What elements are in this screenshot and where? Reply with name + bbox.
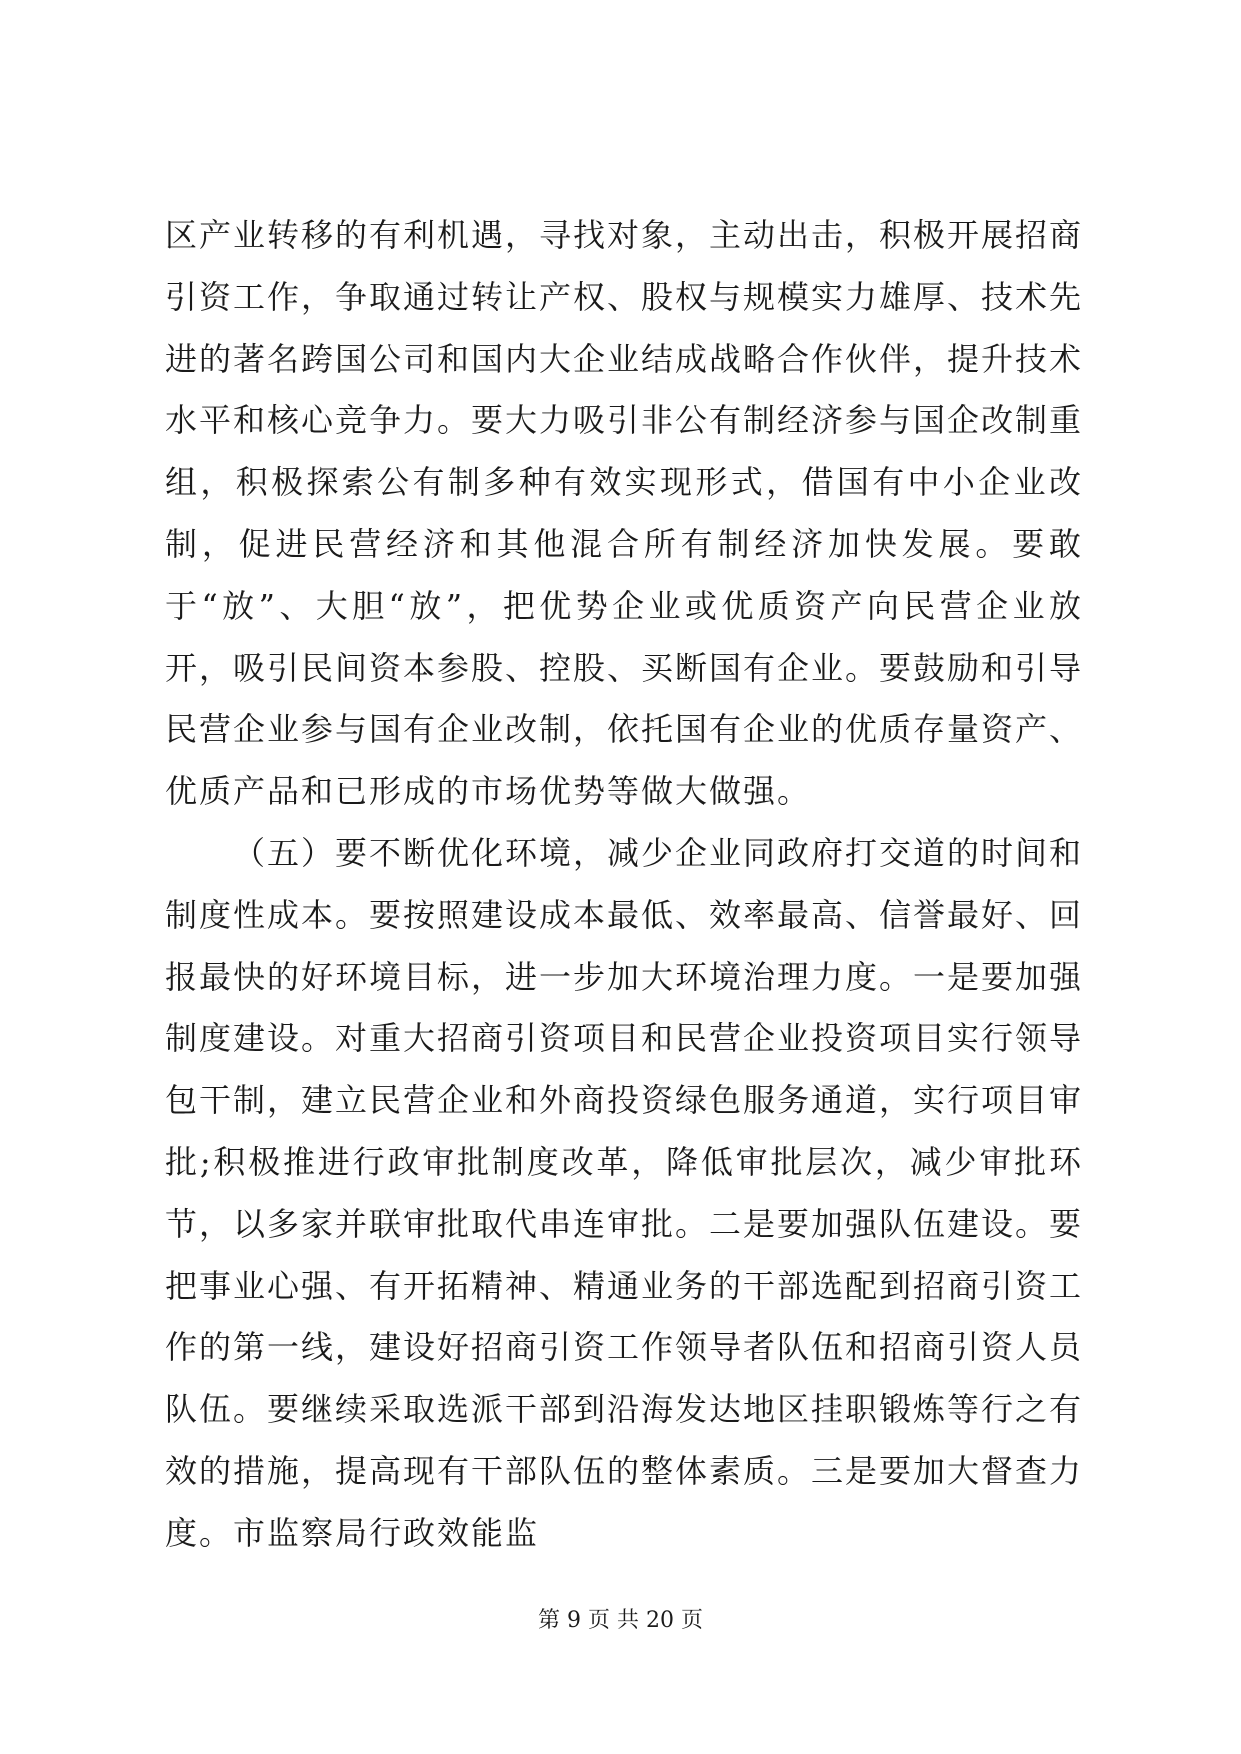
page-number-footer: 第 9 页 共 20 页 <box>538 1608 703 1633</box>
document-body <box>165 205 1083 1565</box>
paragraph-section-five: （五）要不断优化环境，减少企业同政府打交道的时间和制度性成本。要按照建设成本最低、效率最高、信誉最好、回报最快的好环境目标，进一步加大环境治理力度。一是要加强制度建设。对重大招商引资项目和民营企业投资项目实行领导包干制，建立民营企业和外商投资绿色服务通道，实行项目审批;积极推进行政审批制度改革，降低审批层次，减少审批环节，以多家并联审批取代串连审批。二是要加强队伍建设。要把事业心强、有开拓精神、精通业务的干部选配到招商引资工作的第一线，建设好招商引资工作领导者队伍和招商引资人员队伍。要继续采取选派干部到沿海发达地区挂职锻炼等行之有效的措施，提高现有干部队伍的整体素质。三是要加大督查力度。市监察局行政效能监 <box>165 833 1084 1552</box>
paragraph-continued: 区产业转移的有利机遇，寻找对象，主动出击，积极开展招商引资工作，争取通过转让产权、股权与规模实力雄厚、技术先进的著名跨国公司和国内大企业结成战略合作伙伴，提升技术水平和核心竞争力。要大力吸引非公有制经济参与国企改制重组，积极探索公有制多种有效实现形式，借国有中小企业改制，促进民营经济和其他混合所有制经济加快发展。要敢于“放”、大胆“放”，把优势企业或优质资产向民营企业放开，吸引民间资本参股、控股、买断国有企业。要鼓励和引导民营企业参与国有企业改制，依托国有企业的优质存量资产、优质产品和已形成的市场优势等做大做强。 <box>165 216 1084 811</box>
